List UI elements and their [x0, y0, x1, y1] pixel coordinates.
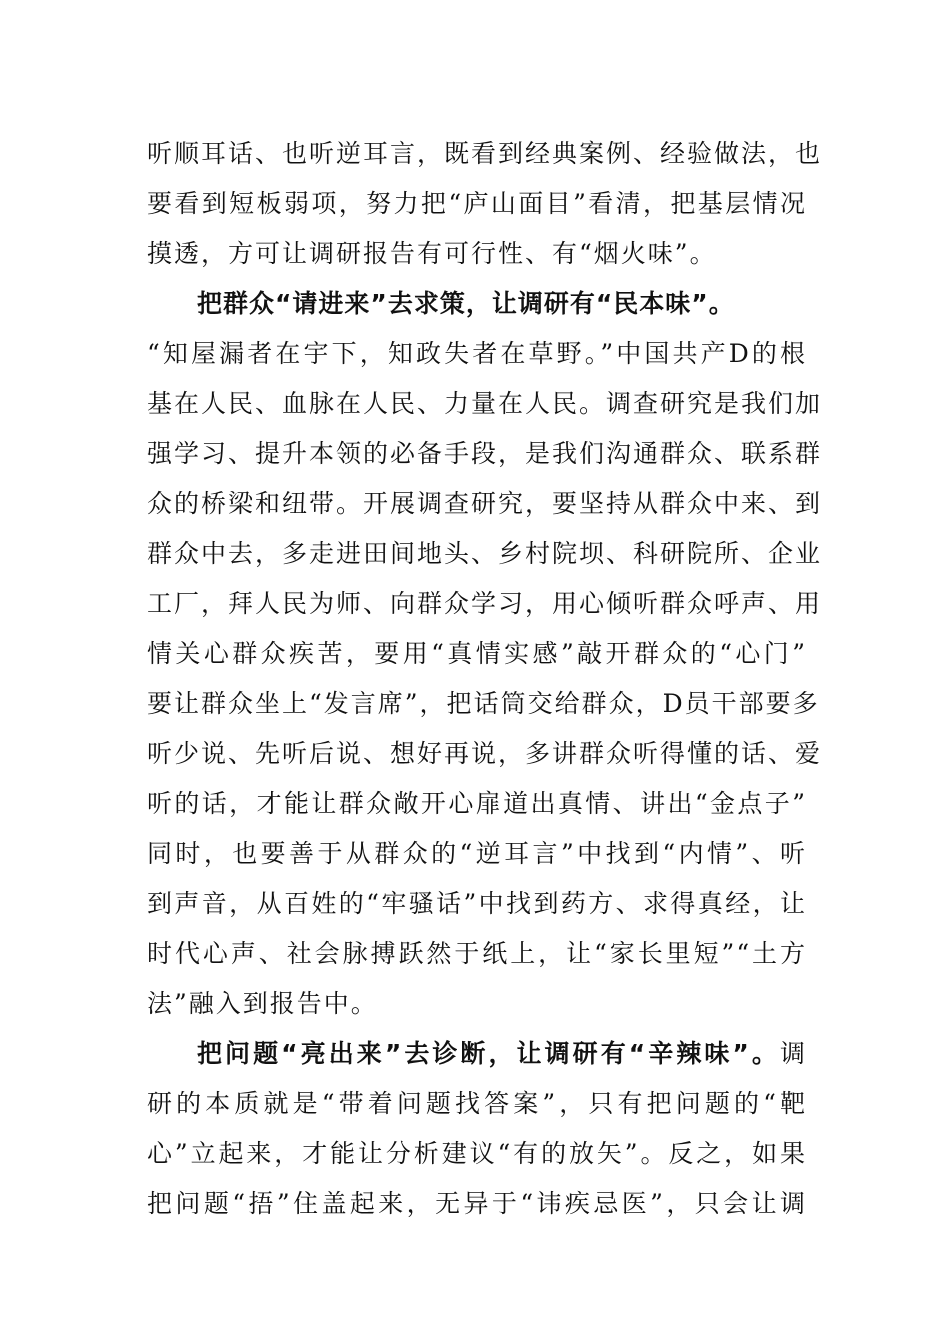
text-line: 听少说、先听后说、想好再说，多讲群众听得懂的话、爱: [147, 739, 823, 768]
text-line: 听顺耳话、也听逆耳言，既看到经典案例、经验做法，也: [147, 139, 823, 168]
text-fragment: 调: [779, 1039, 807, 1068]
paragraph-3: [147, 1029, 807, 1229]
paragraph-lead-line: [147, 279, 807, 329]
text-line: 心”立起来，才能让分析建议“有的放矢”。反之，如果: [147, 1139, 807, 1168]
text-line: 群众中去，多走进田间地头、乡村院坝、科研院所、企业: [147, 539, 823, 568]
text-line: 同时，也要善于从群众的“逆耳言”中找到“内情”、听: [147, 839, 807, 868]
text-line: 研的本质就是“带着问题找答案”，只有把问题的“靶: [147, 1089, 807, 1118]
text-line: 法”融入到报告中。: [147, 989, 378, 1018]
text-line: 把问题“捂”住盖起来，无异于“讳疾忌医”，只会让调: [147, 1189, 807, 1218]
text-line: 强学习、提升本领的必备手段，是我们沟通群众、联系群: [147, 439, 823, 468]
text-line: 摸透，方可让调研报告有可行性、有“烟火味”。: [147, 239, 717, 268]
text-line: 要让群众坐上“发言席”，把话筒交给群众，D员干部要多: [147, 689, 820, 718]
document-body: [147, 129, 823, 1229]
paragraph-lead-heading: 把群众“请进来”去求策，让调研有“民本味”。: [197, 289, 735, 318]
paragraph-1: [147, 129, 823, 279]
text-line: 情关心群众疾苦，要用“真情实感”敲开群众的“心门”: [147, 639, 807, 668]
paragraph-lead-line: [147, 1029, 807, 1079]
text-line: 众的桥梁和纽带。开展调查研究，要坚持从群众中来、到: [147, 489, 823, 518]
text-line: 听的话，才能让群众敞开心扉道出真情、讲出“金点子”: [147, 789, 807, 818]
text-line: 时代心声、社会脉搏跃然于纸上，让“家长里短”“土方: [147, 939, 807, 968]
text-line: 基在人民、血脉在人民、力量在人民。调查研究是我们加: [147, 389, 823, 418]
paragraph-lead-heading: 把问题“亮出来”去诊断，让调研有“辛辣味”。: [197, 1039, 780, 1068]
text-line: 到声音，从百姓的“牢骚话”中找到药方、求得真经，让: [147, 889, 807, 918]
text-line: “知屋漏者在宇下，知政失者在草野。”中国共产D的根: [147, 339, 807, 368]
text-line: 要看到短板弱项，努力把“庐山面目”看清，把基层情况: [147, 189, 807, 218]
text-line: 工厂，拜人民为师、向群众学习，用心倾听群众呼声、用: [147, 589, 823, 618]
paragraph-2: [147, 279, 823, 1029]
